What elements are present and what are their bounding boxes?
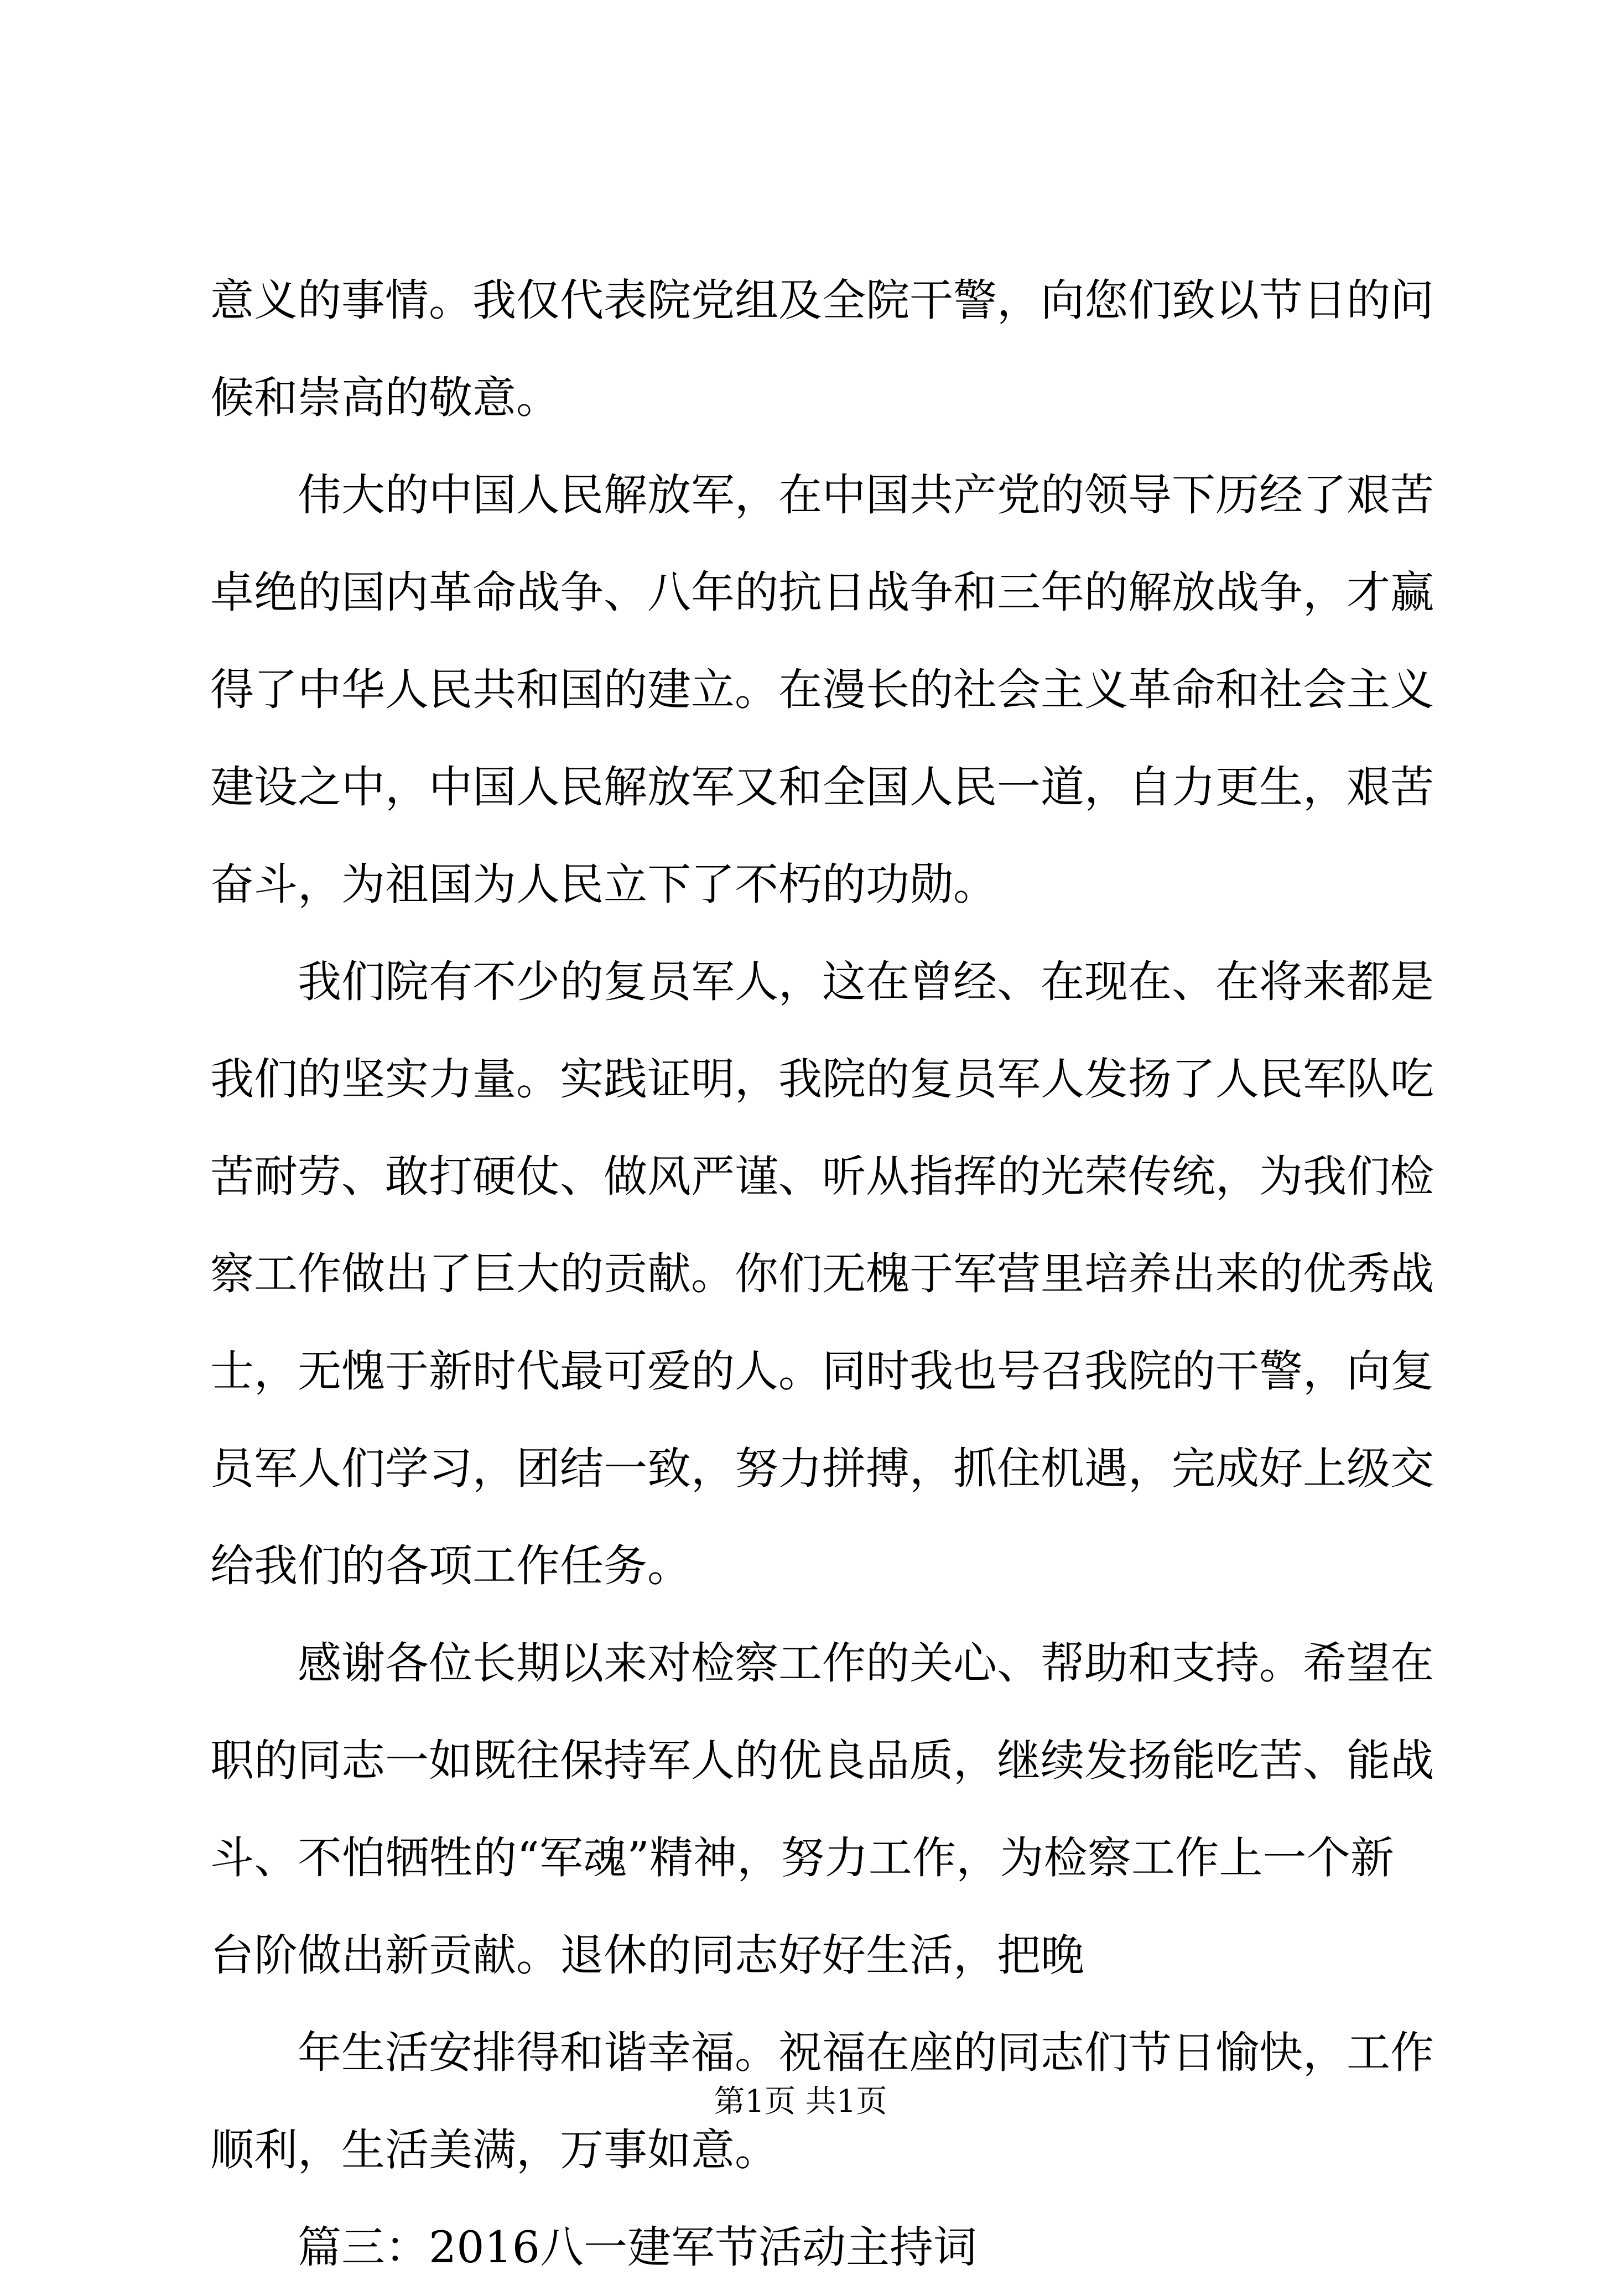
text-line: 得了中华人民共和国的建立。在漫长的社会主义革命和社会主义 <box>210 664 1434 715</box>
text-line: 顺利，生活美满，万事如意。 <box>210 2125 778 2175</box>
text-line: 候和崇高的敬意。 <box>210 372 560 423</box>
text-line: 斗、不怕牺牲的“军魂”精神，努力工作，为检察工作上一个新 <box>210 1832 1394 1883</box>
paragraph-first-line: 我们院有不少的复员军人，这在曾经、在现在、在将来都是 <box>298 956 1434 1007</box>
document-body <box>210 252 1434 2296</box>
paragraph-first-line: 伟大的中国人民解放军，在中国共产党的领导下历经了艰苦 <box>298 470 1434 520</box>
text-line: 察工作做出了巨大的贡献。你们无槐于军营里培养出来的优秀战 <box>210 1248 1434 1299</box>
text-line: 我们的坚实力量。实践证明，我院的复员军人发扬了人民军队吃 <box>210 1054 1434 1105</box>
text-line: 士，无愧于新时代最可爱的人。同时我也号召我院的干警，向复 <box>210 1346 1434 1397</box>
text-line: 意义的事情。我仅代表院党组及全院干警，向您们致以节日的问 <box>210 275 1434 326</box>
paragraph-first-line: 年生活安排得和谐幸福。祝福在座的同志们节日愉快，工作 <box>298 2027 1434 2078</box>
page-footer: 第1页 共1页 <box>714 2084 887 2120</box>
text-line: 奋斗，为祖国为人民立下了不朽的功勋。 <box>210 859 997 910</box>
text-line: 卓绝的国内革命战争、八年的抗日战争和三年的解放战争，才赢 <box>210 567 1434 618</box>
text-line: 员军人们学习，团结一致，努力拼搏，抓住机遇，完成好上级交 <box>210 1443 1434 1494</box>
text-line: 职的同志一如既往保持军人的优良品质，继续发扬能吃苦、能战 <box>210 1735 1434 1786</box>
text-line: 苦耐劳、敢打硬仗、做风严谨、听从指挥的光荣传统，为我们检 <box>210 1151 1434 1202</box>
text-line: 台阶做出新贡献。退休的同志好好生活，把晚 <box>210 1930 1084 1981</box>
text-line: 给我们的各项工作任务。 <box>210 1540 691 1591</box>
section-heading: 篇三：2016八一建军节活动主持词 <box>298 2222 978 2273</box>
text-line: 建设之中，中国人民解放军又和全国人民一道，自力更生，艰苦 <box>210 762 1434 813</box>
paragraph-first-line: 感谢各位长期以来对检察工作的关心、帮助和支持。希望在 <box>298 1638 1434 1689</box>
